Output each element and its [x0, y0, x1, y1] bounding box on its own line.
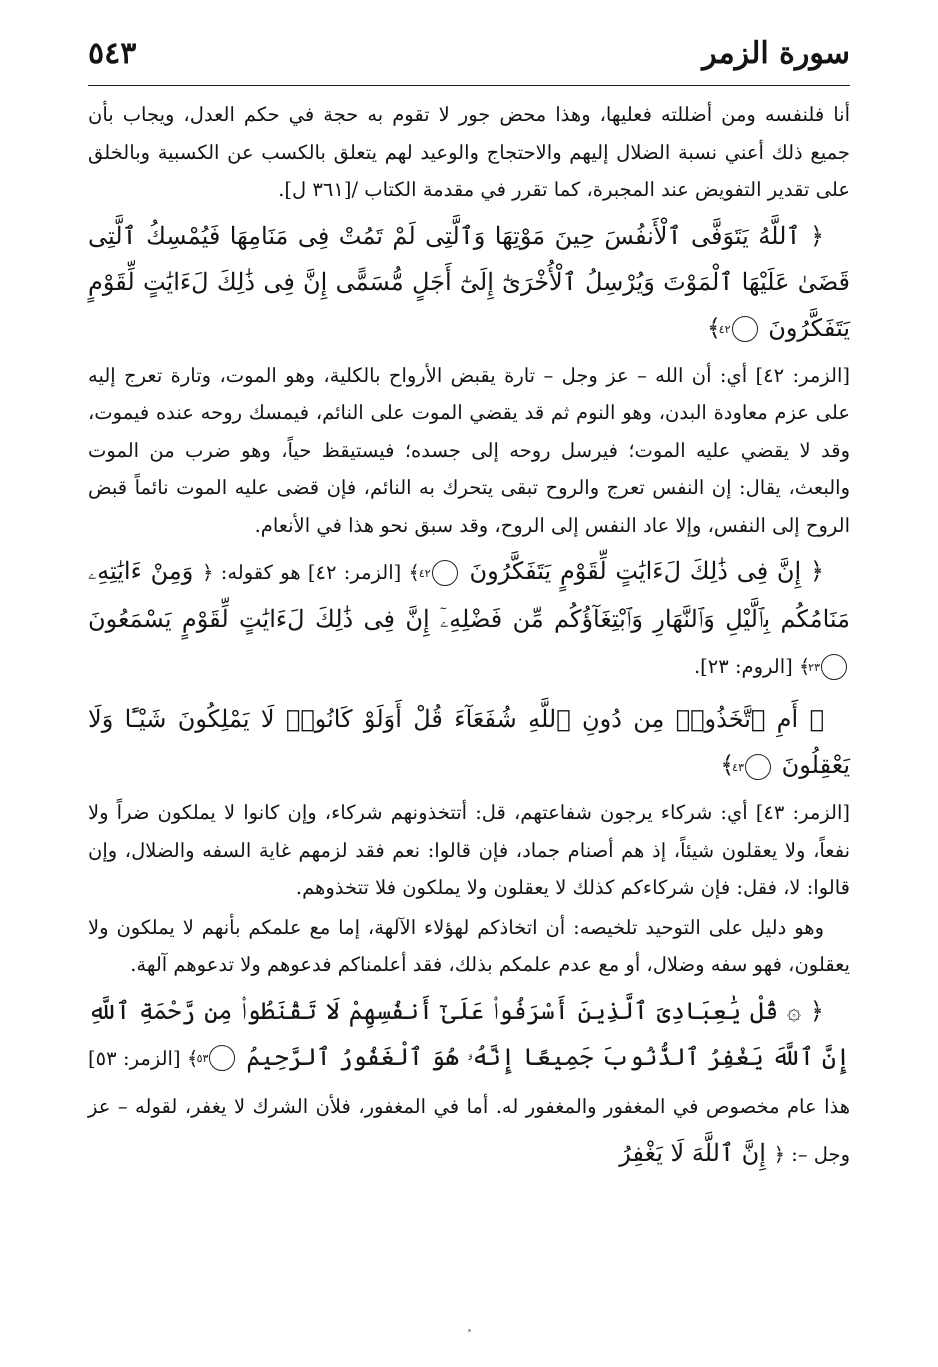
page-body [88, 96, 850, 1178]
commentary-text: وهو دليل على التوحيد تلخيصه: أن اتخاذكم لهؤلاء الآلهة، إما مع علمكم بأنهم لا يملكون ولا يعقلون، فهو سفه وضلال، أو مع عدم علمكم بذلك، فقد أعلمناكم فدعوهم ولا تدعوهم آلهة. [88, 915, 850, 976]
quran-text: قُلْ يَٰعِبَادِىَ ٱلَّذِينَ أَسْرَفُوا۟ عَلَىٰٓ أَنفُسِهِمْ لَا تَقْنَطُوا۟ مِن رَّحْمَةِ ٱللَّهِ إِنَّ ٱللَّهَ يَغْفِرُ ٱلذُّنُوبَ جَمِيعًا إِنَّهُۥ هُوَ ٱلْغَفُورُ ٱلرَّحِيمُ [88, 996, 850, 1071]
quran-text: ٱللَّهُ يَتَوَفَّى ٱلْأَنفُسَ حِينَ مَوْتِهَا وَٱلَّتِى لَمْ تَمُتْ فِى مَنَامِهَا فَيُمْسِكُ ٱلَّتِى قَضَىٰ عَلَيْهَا ٱلْمَوْتَ وَيُرْسِلُ ٱلْأُخْرَىٰٓ إِلَىٰٓ أَجَلٍ مُّسَمًّى إِنَّ فِى ذَٰلِكَ لَءَايَٰتٍ لِّقَوْمٍ يَتَفَكَّرُونَ [88, 221, 850, 342]
commentary-text: ﴾ [الزمر: ٤٢] هو كقوله: ﴿ [202, 561, 420, 584]
open-bracket: ﴿ [809, 705, 824, 733]
commentary-paragraph-5 [88, 909, 850, 984]
commentary-text: ﴾ [الزمر: ٥٣] هذا عام مخصوص في المغفور والمغفور له. أما في المغفور، فلأن الشرك لا يغفر، لقوله – عز وجل –: ﴿ [88, 1046, 850, 1166]
ayah-number-marker: ٤٢ [732, 316, 758, 342]
commentary-text: أنا فلنفسه ومن أضللته فعليها، وهذا محض جور لا تقوم به حجة في حكم العدل، ويجاب بأن جميع ذلك أعني نسبة الضلال إليهم والاحتجاج والوعيد لهم يتعلق بالكسب عن الكسبية وبالخلق على تقدير التفويض عند المجبرة، كما تقرر في مقدمة الكتاب /[٣٦١ ل]. [88, 103, 850, 201]
quran-text: وَمِنْ ءَايَٰتِهِۦ مَنَامُكُم بِٱلَّيْلِ وَٱلنَّهَارِ وَٱبْتِغَآؤُكُم مِّن فَضْلِهِۦٓ إِنَّ فِى ذَٰلِكَ لَءَايَٰتٍ لِّقَوْمٍ يَسْمَعُونَ [88, 557, 850, 633]
quran-text: أَمِ ٱتَّخَذُوا۟ مِن دُونِ ٱللَّهِ شُفَعَآءَ قُلْ أَوَلَوْ كَانُوا۟ لَا يَمْلِكُونَ شَيْـًٔا وَلَا يَعْقِلُونَ [88, 705, 850, 779]
page-mark-dot [468, 1329, 471, 1332]
close-bracket: ﴾ [720, 751, 735, 779]
ayah-number-marker: ٢٣ [821, 654, 847, 680]
ayah-number-marker: ٤٢ [432, 560, 458, 586]
verse-42 [88, 213, 850, 351]
quran-text: إِنَّ فِى ذَٰلِكَ لَءَايَٰتٍ لِّقَوْمٍ يَتَفَكَّرُونَ [469, 557, 802, 585]
running-title: سورة الزمر [702, 36, 850, 71]
header-divider [88, 85, 850, 86]
book-page [88, 30, 850, 1184]
ayah-number-marker: ٥٣ [209, 1045, 235, 1071]
verse-43 [88, 696, 850, 788]
page-header [88, 30, 850, 80]
open-bracket: ﴿ [809, 557, 824, 585]
commentary-paragraph-1 [88, 96, 850, 209]
page-number: ٥٤٣ [88, 36, 137, 71]
commentary-text: ﴾ [الروم: ٢٣]. [693, 655, 811, 678]
commentary-text: [الزمر: ٤٣] أي: شركاء يرجون شفاعتهم، قل: أتتخذونهم شركاء، وإن كانوا لا يملكون ضراً ولا نفعاً، ولا يعقلون شيئاً، إذ هم أصنام جماد، فإن قالوا: نعم فقد لزمهم غاية السفه والضلال، وإن قالوا: لا، فقل: فإن شركاءكم كذلك لا يعقلون ولا يملكون فلا تتخذوهم. [88, 801, 851, 899]
ayah-number-marker: ٤٣ [745, 754, 771, 780]
verse-53 [88, 988, 850, 1178]
commentary-text: [الزمر: ٤٢] أي: أن الله – عز وجل – تارة يقبض الأرواح بالكلية، وهو الموت، وتارة تعرج إليه على عزم معاودة البدن، وهو النوم ثم قد يقضي الموت على النائم، فيمسك روحه عنده فيموت، وقد لا يقضي عليه الموت؛ فيرسل روحه إلى جسده؛ فيستيقظ حياً، وهو ضرب من الموت والبعث، يقال: إن النفس تعرج والروح تبقى يتحرك به النائم، فإن قضى عليه الموت نائماً قبض الروح إلى النفس، وإلا عاد النفس إلى الروح، وقد سبق نحو هذا في الأنعام. [88, 363, 851, 537]
commentary-paragraph-2 [88, 357, 850, 545]
open-bracket: ﴿ [809, 221, 824, 250]
verse-42-comparison [88, 548, 850, 690]
close-bracket: ﴾ [706, 313, 721, 342]
commentary-paragraph-4 [88, 794, 850, 907]
open-bracket: ﴿ ۞ [787, 996, 824, 1025]
quran-text: إِنَّ ٱللَّهَ لَا يَغْفِرُ [619, 1138, 766, 1167]
